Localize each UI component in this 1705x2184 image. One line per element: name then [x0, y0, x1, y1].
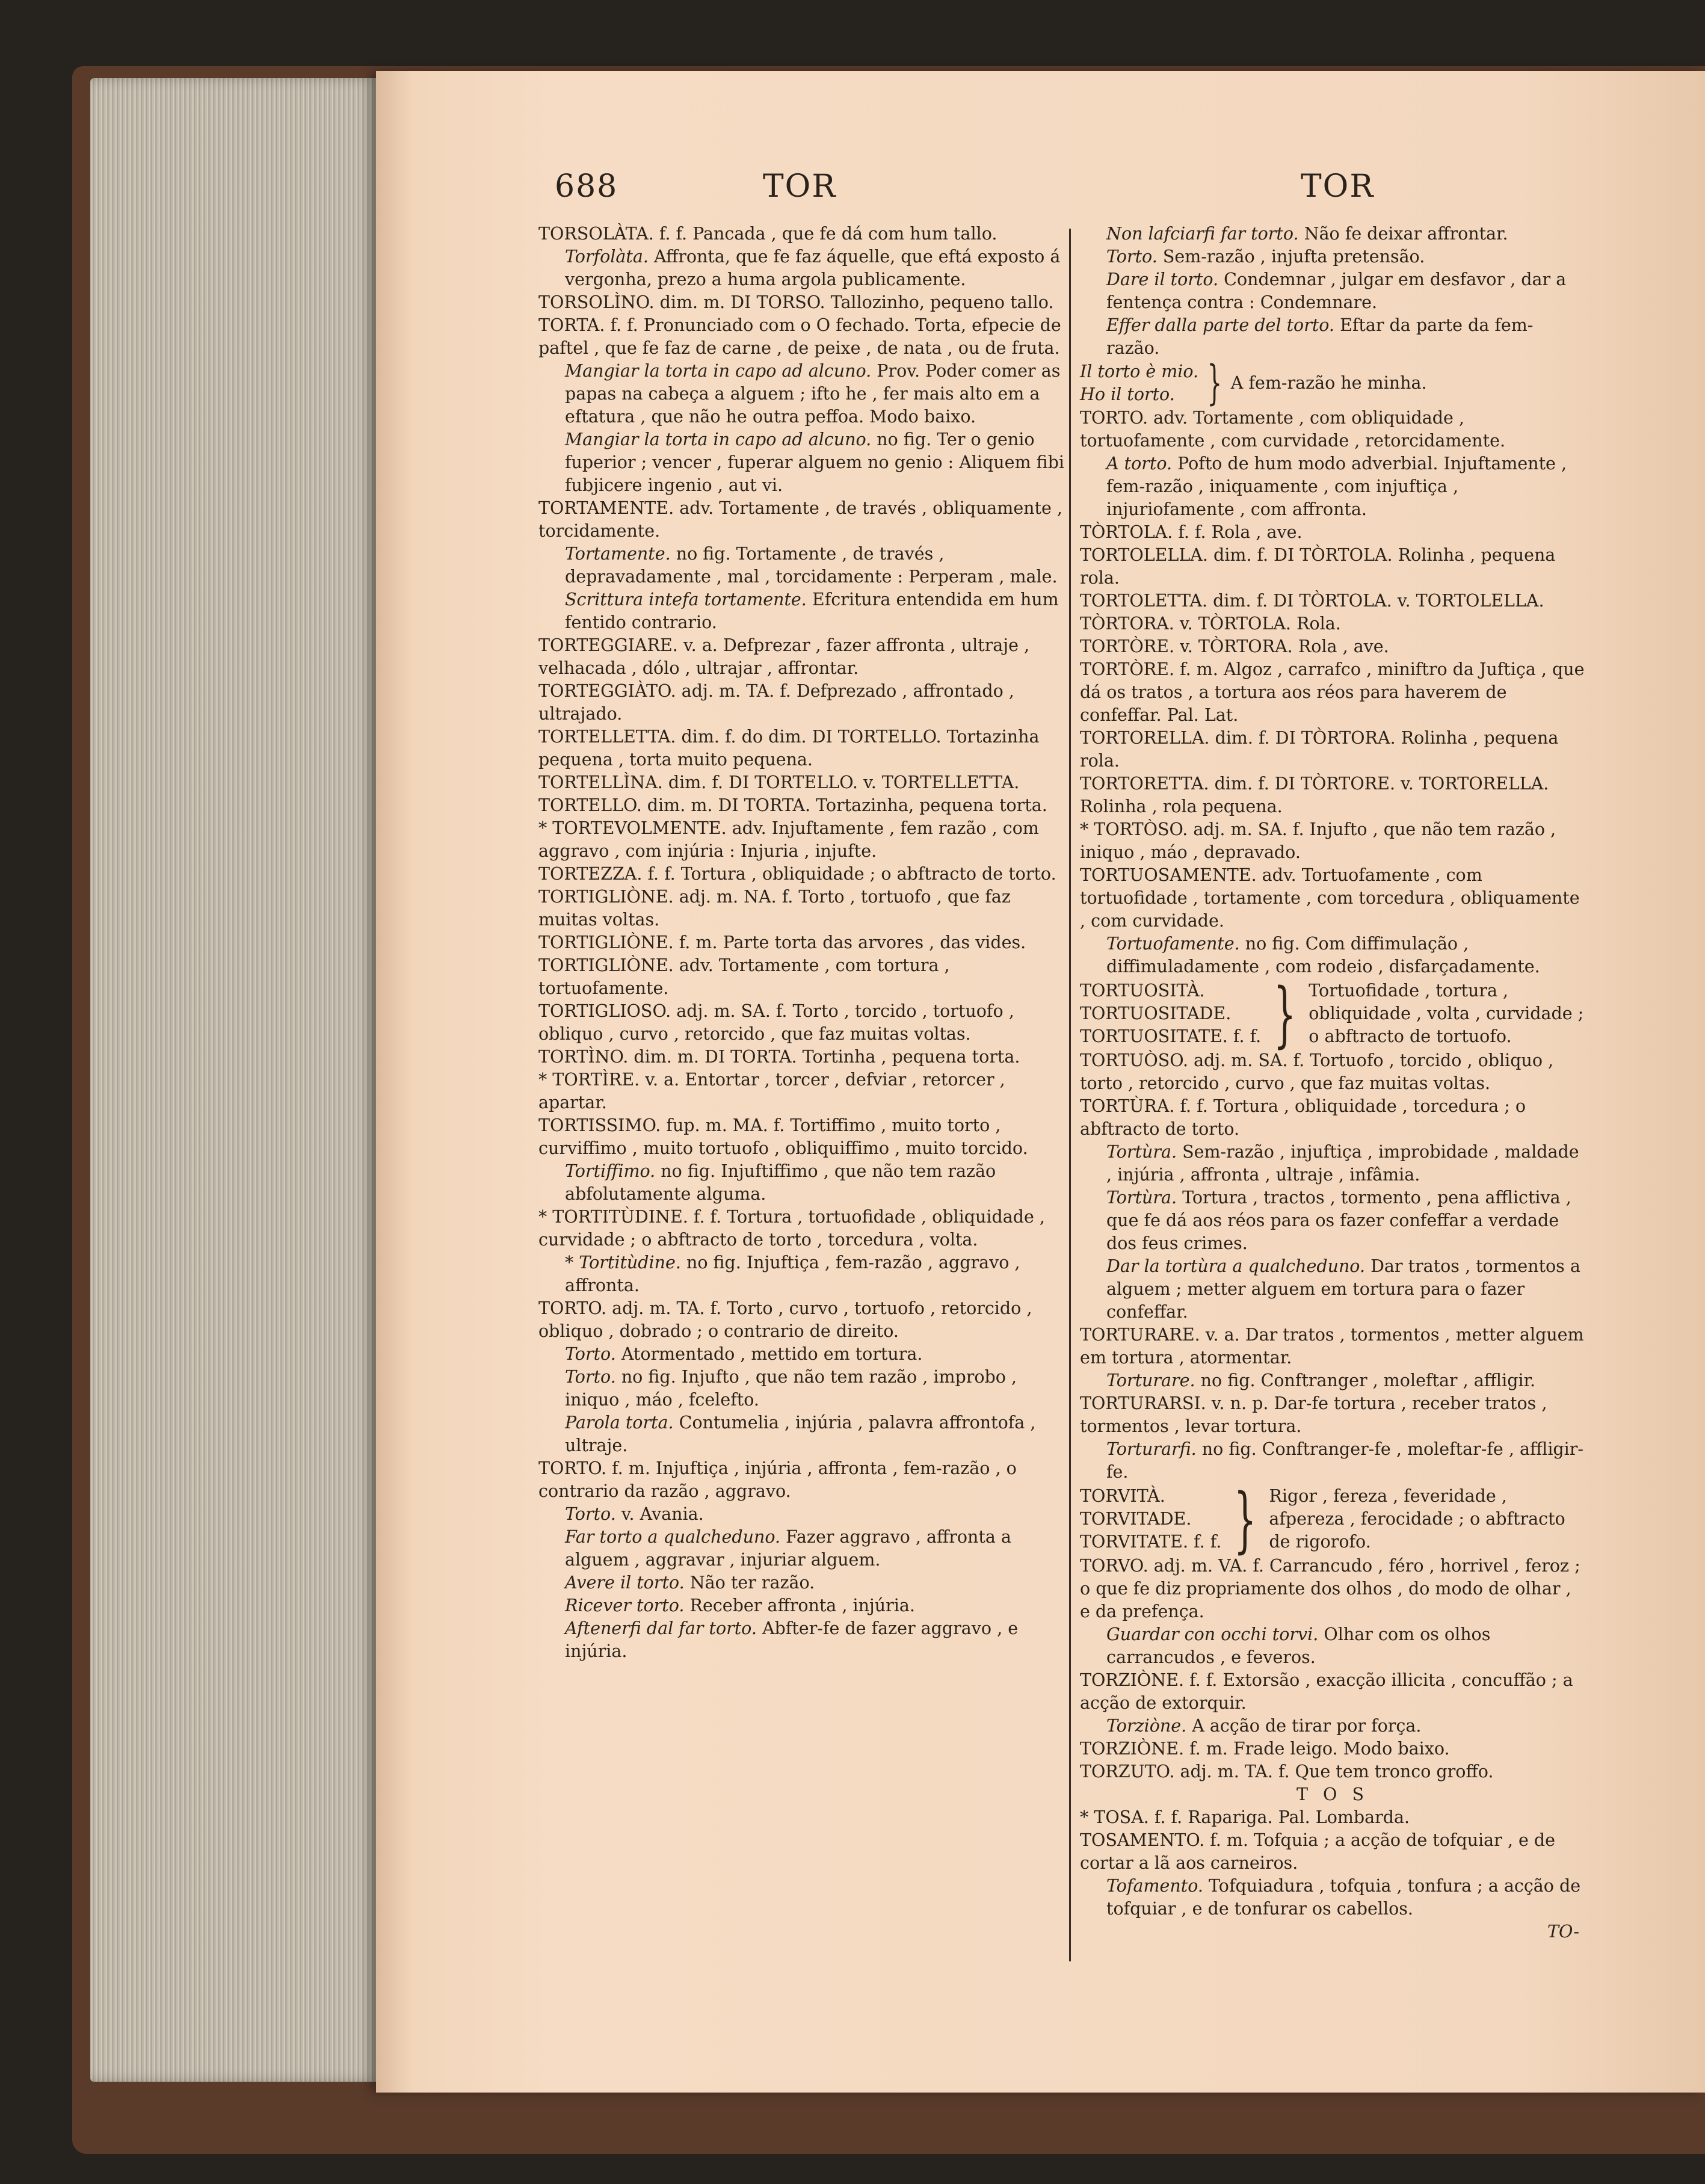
phrase-italic: Dare il torto. [1106, 270, 1224, 289]
dictionary-entry: TORTEGGIARE. v. a. Defprezar , fazer affronta , ultraje , velhacada , dólo , ultrajar , affrontar. [538, 635, 1030, 678]
phrase-definition: no fig. Injuftiffimo , que não tem razão abfolutamente alguma. [565, 1161, 996, 1204]
brace-icon: } [1273, 972, 1296, 1055]
dictionary-entry: TÒRTOLA. f. f. Rola , ave. [1080, 522, 1303, 542]
phrase-definition: v. Avania. [621, 1504, 704, 1524]
phrase-entry [538, 1526, 1065, 1572]
page-edges [90, 78, 379, 2082]
phrase-italic: Far torto a qualcheduno. [565, 1527, 786, 1547]
phrase-italic: Parola torta. [565, 1413, 679, 1433]
phrase-definition: Dar tratos , tormentos a alguem ; metter alguem em tortura para o fazer confeffar. [1106, 1256, 1580, 1322]
dictionary-entry: TORVO. adj. m. VA. f. Carrancudo , féro , horrivel , feroz ; o que fe diz propriamente dos olhos , do modo de olhar , e da prefença. [1080, 1556, 1580, 1621]
phrase-italic: Avere il torto. [565, 1573, 690, 1593]
phrase-italic: Ricever torto. [565, 1596, 690, 1615]
grouped-entry [1080, 356, 1585, 410]
dictionary-entry: TORTIGLIÒNE. adj. m. NA. f. Torto , tortuofo , que faz muitas voltas. [538, 887, 1011, 930]
dictionary-entry: TORSOLÌNO. dim. m. DI TORSO. Tallozinho, pequeno tallo. [538, 292, 1054, 312]
phrase-definition: Tofquiadura , tofquia , tonfura ; a acção de tofquiar , e de tonfurar os cabellos. [1106, 1876, 1581, 1919]
phrase-definition: Condemnar , julgar em desfavor , dar a fentença contra : Condemnare. [1106, 270, 1567, 312]
phrase-definition: Sem-razão , injufta pretensão. [1162, 247, 1425, 267]
left-column [538, 223, 1065, 1663]
phrase-italic: A torto. [1106, 454, 1178, 474]
dictionary-entry: TORTO. adv. Tortamente , com obliquidade , tortuofamente , com curvidade , retorcidamente. [1080, 408, 1506, 451]
phrase-definition: Eftar da parte da fem-razão. [1106, 315, 1534, 358]
phrase-entry [538, 360, 1065, 428]
brace-icon: } [1234, 1478, 1257, 1561]
phrase-italic: Torto. [565, 1344, 621, 1364]
phrase-italic: Non lafciarfi far torto. [1106, 224, 1304, 244]
phrase-entry [538, 1617, 1065, 1663]
phrase-italic: Tortiffimo. [565, 1161, 661, 1181]
dictionary-entry: TORZIÒNE. f. f. Extorsão , exacção illicita , concuffão ; a acção de extorquir. [1080, 1670, 1573, 1713]
phrase-italic: Tofamento. [1106, 1876, 1209, 1896]
phrase-entry [538, 1594, 1065, 1617]
dictionary-entry: TORTORELLA. dim. f. DI TÒRTORA. Rolinha , pequena rola. [1080, 728, 1559, 771]
dictionary-entry: * TORTÌRE. v. a. Entortar , torcer , defviar , retorcer , apartar. [538, 1070, 1005, 1112]
dictionary-entry: TORTURARE. v. a. Dar tratos , tormentos , metter alguem em tortura , atormentar. [1080, 1325, 1584, 1368]
grouped-headwords [1080, 1485, 1221, 1553]
grouped-headword: TORTUOSITATE. f. f. [1080, 1026, 1262, 1046]
phrase-entry [1080, 314, 1585, 360]
phrase-definition: no fig. Conftranger-fe , moleftar-fe , affligir-fe. [1106, 1439, 1584, 1482]
phrase-italic: Guardar con occhi torvi. [1106, 1624, 1324, 1644]
grouped-headword: TORTUOSITÀ. [1080, 981, 1205, 1001]
phrase-entry [538, 1411, 1065, 1457]
phrase-entry [538, 1572, 1065, 1594]
dictionary-entry: TÒRTORA. v. TÒRTOLA. Rola. [1080, 614, 1341, 634]
phrase-entry [538, 1160, 1065, 1206]
phrase-entry [538, 543, 1065, 588]
phrase-definition: no fig. Com diffimulação , diffimuladamente , com rodeio , disfarçadamente. [1106, 934, 1540, 976]
dictionary-entry: TORTÒRE. f. m. Algoz , carrafco , miniftro da Juftiça , que dá os tratos , a tortura aos réos para haverem de confeffar. Pal. Lat. [1080, 659, 1585, 725]
phrase-entry [1080, 933, 1585, 978]
grouped-headwords [1080, 979, 1261, 1048]
phrase-entry [1080, 1715, 1585, 1738]
right-column [1080, 223, 1585, 1943]
left-running-head: TOR [763, 168, 837, 205]
grouped-headword: TORVITADE. [1080, 1509, 1192, 1529]
grouped-definition: Tortuofidade , tortura , obliquidade , volta , curvidade ; o abftracto de tortuofo. [1309, 981, 1584, 1046]
phrase-definition: Receber affronta , injúria. [689, 1596, 915, 1615]
phrase-italic: Torturarfi. [1106, 1439, 1202, 1459]
phrase-entry [1080, 452, 1585, 521]
phrase-italic: Tortuofamente. [1106, 934, 1245, 954]
phrase-definition: Efcritura entendida em hum fentido contrario. [565, 590, 1059, 632]
dictionary-entry: TORTORETTA. dim. f. DI TÒRTORE. v. TORTORELLA. Rolinha , rola pequena. [1080, 774, 1549, 816]
grouped-definition: Rigor , fereza , feveridade , afpereza , ferocidade ; o abftracto de rigorofo. [1269, 1486, 1565, 1552]
phrase-definition: Não fe deixar affrontar. [1304, 224, 1508, 244]
dictionary-entry: TORTELLETTA. dim. f. do dim. DI TORTELLO. Tortazinha pequena , torta muito pequena. [538, 727, 1040, 770]
dictionary-entry: * TORTITÙDINE. f. f. Tortura , tortuofidade , obliquidade , curvidade ; o abftracto de torto , torcedura , volta. [538, 1207, 1045, 1250]
phrase-italic: Tortamente. [565, 544, 676, 564]
brace-icon: } [1207, 356, 1222, 410]
phrase-italic: Aftenerfi dal far torto. [565, 1618, 762, 1638]
phrase-italic: Tortùra. [1106, 1142, 1183, 1162]
grouped-entry [1080, 972, 1585, 1055]
grouped-definition: A fem-razão he minha. [1230, 373, 1427, 393]
phrase-italic: * Tortitùdine. [565, 1253, 686, 1272]
phrase-italic: Dar la tortùra a qualcheduno. [1106, 1256, 1371, 1276]
dictionary-entry: TORTA. f. f. Pronunciado com o O fechado. Torta, efpecie de paftel , que fe faz de carne , de peixe , de nata , ou de fruta. [538, 315, 1061, 358]
phrase-italic: Torziòne. [1106, 1716, 1192, 1736]
dictionary-entry: TORTAMENTE. adv. Tortamente , de través , obliquamente , torcidamente. [538, 498, 1062, 541]
phrase-definition: Abfter-fe de fazer aggravo , e injúria. [565, 1618, 1019, 1661]
catchword: TO- [1547, 1922, 1579, 1942]
dictionary-entry: TORTELLO. dim. m. DI TORTA. Tortazinha, pequena torta. [538, 795, 1047, 815]
phrase-definition: no fig. Injuftiça , fem-razão , aggravo , affronta. [565, 1253, 1020, 1295]
phrase-italic: Scrittura intefa tortamente. [565, 590, 812, 609]
phrase-entry [1080, 1623, 1585, 1669]
grouped-entry [1080, 1478, 1585, 1561]
phrase-italic: Mangiar la torta in capo ad alcuno. [565, 430, 877, 449]
phrase-entry [1080, 268, 1585, 314]
phrase-italic: Torto. [565, 1367, 621, 1387]
dictionary-entry: TORTÌNO. dim. m. DI TORTA. Tortinha , pequena torta. [538, 1047, 1020, 1067]
dictionary-entry: TORTÙRA. f. f. Tortura , obliquidade , torcedura ; o abftracto de torto. [1080, 1096, 1526, 1139]
phrase-entry [1080, 223, 1585, 245]
section-heading: T O S [1296, 1785, 1369, 1804]
phrase-entry [1080, 245, 1585, 268]
dictionary-entry: TORTUOSAMENTE. adv. Tortuofamente , com tortuofidade , tortamente , com torcedura , obliquamente , com curvidade. [1080, 865, 1580, 931]
dictionary-entry: TORTURARSI. v. n. p. Dar-fe tortura , receber tratos , tormentos , levar tortura. [1080, 1393, 1547, 1436]
phrase-entry [1080, 1186, 1585, 1255]
phrase-entry [538, 245, 1065, 291]
grouped-headword: TORTUOSITADE. [1080, 1004, 1232, 1023]
phrase-entry [538, 1251, 1065, 1297]
grouped-headword: Ho il torto. [1080, 384, 1175, 404]
phrase-definition: A acção de tirar por força. [1192, 1716, 1422, 1736]
phrase-italic: Torto. [565, 1504, 621, 1524]
dictionary-entry: TORZIÒNE. f. m. Frade leigo. Modo baixo. [1080, 1739, 1450, 1759]
dictionary-entry: TORZUTO. adj. m. TA. f. Que tem tronco groffo. [1080, 1762, 1494, 1781]
phrase-definition: no fig. Conftranger , moleftar , affligir. [1200, 1371, 1536, 1390]
column-rule [1069, 229, 1071, 1961]
phrase-entry [1080, 1875, 1585, 1920]
dictionary-entry: TORTISSIMO. fup. m. MA. f. Tortiffimo , muito torto , curviffimo , muito tortuofo , obliquiffimo , muito torcido. [538, 1115, 1028, 1158]
phrase-italic: Tortùra. [1106, 1188, 1183, 1208]
dictionary-entry: * TORTÒSO. adj. m. SA. f. Injufto , que não tem razão , iniquo , máo , depravado. [1080, 819, 1556, 862]
phrase-entry [538, 1503, 1065, 1526]
phrase-definition: Sem-razão , injuftiça , improbidade , maldade , injúria , affronta , ultraje , infâmia. [1106, 1142, 1579, 1185]
right-running-head: TOR [1301, 168, 1375, 205]
phrase-entry [1080, 1438, 1585, 1484]
dictionary-entry: TORTOLELLA. dim. f. DI TÒRTOLA. Rolinha , pequena rola. [1080, 545, 1556, 588]
dictionary-entry: TORTO. f. m. Injuftiça , injúria , affronta , fem-razão , o contrario da razão , aggravo. [538, 1458, 1017, 1501]
phrase-italic: Torto. [1106, 247, 1163, 267]
page-number: 688 [555, 168, 618, 205]
phrase-definition: Atormentado , mettido em tortura. [621, 1344, 923, 1364]
phrase-entry [1080, 1141, 1585, 1186]
dictionary-entry: TORTÒRE. v. TÒRTORA. Rola , ave. [1080, 637, 1389, 656]
dictionary-entry: TORTEZZA. f. f. Tortura , obliquidade ; o abftracto de torto. [538, 864, 1056, 884]
phrase-definition: Affronta, que fe faz áquelle, que eftá exposto á vergonha, prezo a huma argola publicamente. [565, 247, 1061, 289]
phrase-definition: Tortura , tractos , tormento , pena afflictiva , que fe dá aos réos para os fazer confeffar a verdade dos feus crimes. [1106, 1188, 1571, 1253]
phrase-entry [1080, 1369, 1585, 1392]
phrase-entry [538, 1343, 1065, 1366]
dictionary-entry: TORSOLÀTA. f. f. Pancada , que fe dá com hum tallo. [538, 224, 997, 244]
grouped-headword: TORVITÀ. [1080, 1486, 1165, 1506]
phrase-definition: Fazer aggravo , affronta a alguem , aggravar , injuriar alguem. [565, 1527, 1011, 1570]
dictionary-entry: TOSAMENTO. f. m. Tofquia ; a acção de tofquiar , e de cortar a lã aos carneiros. [1080, 1830, 1555, 1873]
dictionary-entry: TORTEGGIÀTO. adj. m. TA. f. Defprezado , affrontado , ultrajado. [538, 681, 1014, 724]
phrase-entry [1080, 1255, 1585, 1324]
phrase-entry [538, 428, 1065, 497]
dictionary-entry: TORTOLETTA. dim. f. DI TÒRTOLA. v. TORTOLELLA. [1080, 591, 1544, 611]
phrase-italic: Torfolàta. [565, 247, 654, 267]
phrase-definition: Olhar com os olhos carrancudos , e feveros. [1106, 1624, 1491, 1667]
dictionary-entry: TORTO. adj. m. TA. f. Torto , curvo , tortuofo , retorcido , obliquo , dobrado ; o contrario de direito. [538, 1298, 1032, 1341]
grouped-headword: Il torto è mio. [1080, 362, 1199, 381]
phrase-italic: Mangiar la torta in capo ad alcuno. [565, 361, 877, 381]
phrase-italic: Effer dalla parte del torto. [1106, 315, 1340, 335]
phrase-definition: no fig. Tortamente , de través , depravadamente , mal , torcidamente : Perperam , male. [565, 544, 1058, 587]
phrase-entry [538, 1366, 1065, 1411]
dictionary-entry: TORTIGLIOSO. adj. m. SA. f. Torto , torcido , tortuofo , obliquo , curvo , retorcido , que faz muitas voltas. [538, 1001, 1014, 1044]
dictionary-entry: TORTELLÌNA. dim. f. DI TORTELLO. v. TORTELLETTA. [538, 773, 1020, 792]
dictionary-entry: * TOSA. f. f. Rapariga. Pal. Lombarda. [1080, 1807, 1410, 1827]
phrase-definition: Pofto de hum modo adverbial. Injuftamente , fem-razão , iniquamente , com injuftiça , injuriofamente , com affronta. [1106, 454, 1567, 519]
dictionary-entry: TORTIGLIÒNE. f. m. Parte torta das arvores , das vides. [538, 933, 1026, 952]
phrase-definition: no fig. Injufto , que não tem razão , improbo , iniquo , máo , fcelefto. [565, 1367, 1017, 1410]
grouped-headword: TORVITATE. f. f. [1080, 1532, 1222, 1552]
phrase-definition: Contumelia , injúria , palavra affrontofa , ultraje. [565, 1413, 1036, 1455]
phrase-definition: Não ter razão. [689, 1573, 815, 1593]
dictionary-entry: * TORTEVOLMENTE. adv. Injuftamente , fem razão , com aggravo , com injúria : Injuria , injufte. [538, 818, 1039, 861]
phrase-entry [538, 588, 1065, 634]
phrase-definition: Prov. Poder comer as papas na cabeça a alguem ; ifto he , fer mais alto em a eftatura , que não he outra peffoa. Modo baixo. [565, 361, 1061, 427]
dictionary-entry: TORTUÒSO. adj. m. SA. f. Tortuofo , torcido , obliquo , torto , retorcido , curvo , que faz muitas voltas. [1080, 1050, 1554, 1093]
phrase-italic: Torturare. [1106, 1371, 1201, 1390]
dictionary-entry: TORTIGLIÒNE. adv. Tortamente , com tortura , tortuofamente. [538, 955, 950, 998]
grouped-headwords [1080, 360, 1198, 406]
phrase-definition: no fig. Ter o genio fuperior ; vencer , fuperar alguem no genio : Aliquem fibi fubjicere ingenio , aut vi. [565, 430, 1064, 495]
